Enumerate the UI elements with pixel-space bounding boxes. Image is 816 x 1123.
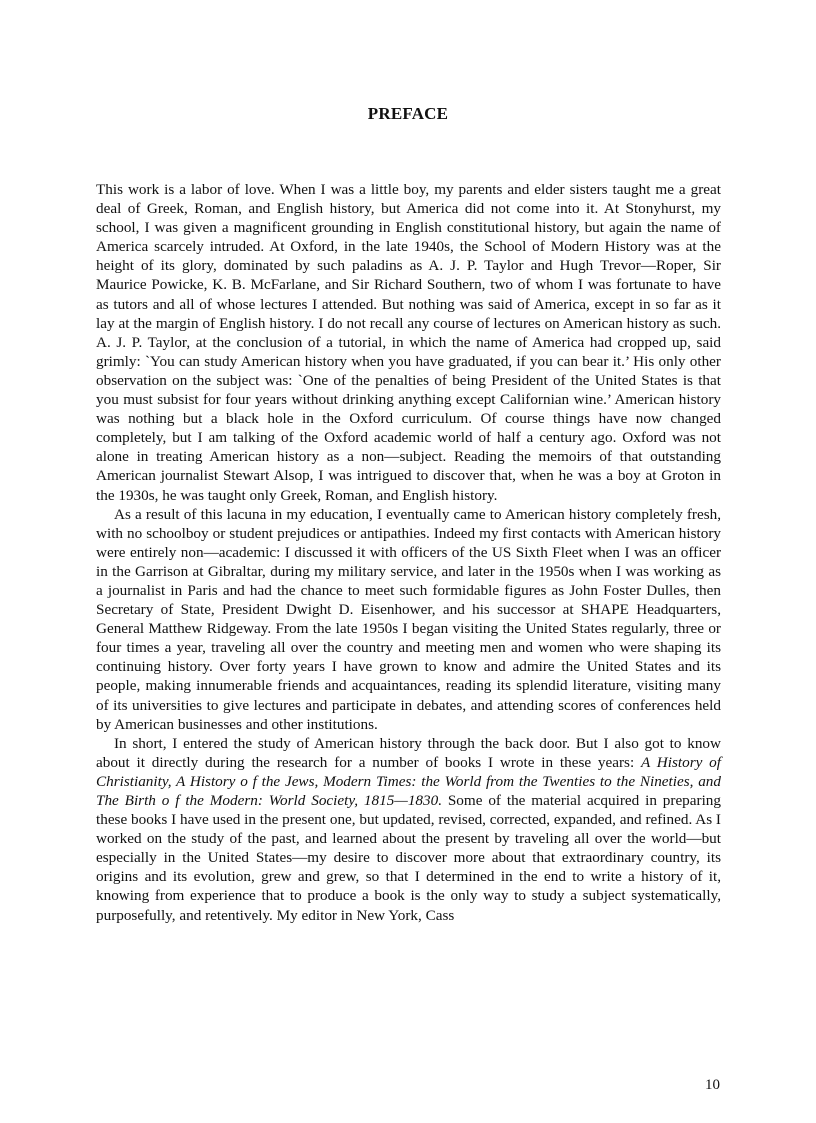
paragraph-1-text: This work is a labor of love. When I was a little boy, my parents and elder sisters taught me a great deal of Greek, Roman, and English history, but America did not come into it. At Stonyhurst, my school, I was given a magnificent grounding in English constitutional history, but again the name of America scarcely intruded. At Oxford, in the late 1940s, the School of Modern History was at the height of its glory, dominated by such paladins as A. J. P. Taylor and Hugh Trevor—Roper, Sir Maurice Powicke, K. B. McFarlane, and Sir Richard Southern, two of whom I was fortunate to have as tutors and all of whose lectures I attended. But nothing was said of America, except in so far as it lay at the margin of English history. I do not recall any course of lectures on American history as such. A. J. P. Taylor, at the conclusion of a tutorial, in which the name of America had cropped up, said grimly: `You can study American history when you have graduated, if you can bear it.’ His only other observation on the subject was: `One of the penalties of being President of the United States is that you must subsist for four years without drinking anything except Californian wine.’ American history was nothing but a black hole in the Oxford curriculum. Of course things have now changed completely, but I am talking of the Oxford academic world of half a century ago. Oxford was not alone in treating American history as a non—subject. Reading the memoirs of that outstanding American journalist Stewart Alsop, I was intrigued to discover that, when he was a boy at Groton in the 1930s, he was taught only Greek, Roman, and English history. [96,181,721,504]
page-title: PREFACE [367,104,449,123]
book-titles-italic: A History of Christianity, A History o f the Jews, Modern Times: the World from the Twenties to the Nineties, and The Birth o f the Modern: World Society, 1815—1830. [96,753,721,809]
paragraph-2-text: As a result of this lacuna in my education, I eventually came to American history completely fresh, with no schoolboy or student prejudices or antipathies. Indeed my first contacts with American history were entirely non—academic: I discussed it with officers of the US Sixth Fleet when I was an officer in the Garrison at Gibraltar, during my military service, and later in the 1950s when I was working as a journalist in Paris and had the chance to meet such formidable figures as John Foster Dulles, then Secretary of State, President Dwight D. Eisenhower, and his successor at SHAPE Headquarters, General Matthew Ridgeway. From the late 1950s I began visiting the United States regularly, three or four times a year, traveling all over the country and meeting men and women who were shaping its continuing history. Over forty years I have grown to know and admire the United States and its people, making innumerable friends and acquaintances, reading its splendid literature, visiting many of its universities to give lectures and participate in debates, and attending scores of conferences held by American businesses and other institutions. [96,505,721,733]
page-number: 10 [705,1077,720,1093]
paragraph-1 [96,180,721,505]
paragraph-2 [96,505,721,734]
paragraph-3-text-start: In short, I entered the study of American history through the back door. But I also got to know about it directly during the research for a number of books I wrote in these years: [96,734,721,771]
body-text [96,180,721,925]
paragraph-3-text-end: Some of the material acquired in preparing these books I have used in the present one, but updated, revised, corrected, expanded, and refined. As I worked on the study of the past, and learned about the present by traveling all over the world—but especially in the United States—my desire to discover more about that extraordinary country, its origins and its evolution, grew and grew, so that I determined in the end to write a history of it, knowing from experience that to produce a book is the only way to study a subject systematically, purposefully, and retentively. My editor in New York, Cass [96,792,721,924]
paragraph-3 [96,734,721,925]
